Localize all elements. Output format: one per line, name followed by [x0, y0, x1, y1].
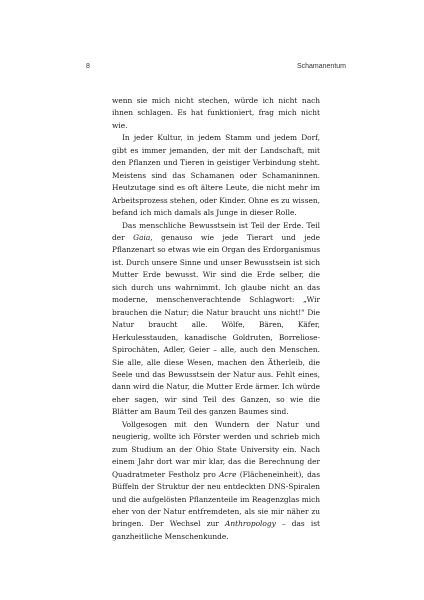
text-run: , genauso wie jede Tierart und jede Pflanzenart so etwas wie ein Organ des Erdorganismus ist. Durch unsere Sinne und unser Bewusstsein ist sich Mutter Erde bewusst. Wir sind die Erde selber, die sich durch uns wahrnimmt. Ich glaube nicht an das moderne, menschenverachtende Schlagwort: „Wir brauchen die Natur; die Natur braucht uns nicht!" Die Natur braucht alle. Wölfe, Bären, Käfer, Herkulesstauden, kanadische Goldruten, Borreliose-Spirochäten, Adler, Geier – alle, auch den Menschen. Sie alle, alle diese Wesen, machen den Ätherleib, die Seele und das Bewusstsein der Natur aus. Fehlt eines, dann wird die Natur, die Mutter Erde ärmer. Ich würde eher sagen, wir sind Teil des Ganzen, so wie die Blätter am Baum Teil des ganzen Baumes sind. [112, 232, 320, 417]
text-run: wenn sie mich nicht stechen, würde ich nicht nach ihnen schlagen. Es hat funktioniert, frag mich nicht wie. [112, 96, 320, 130]
page-number: 8 [86, 63, 90, 70]
running-head: Schamanentum [296, 63, 346, 70]
italic-term: Acre [219, 469, 237, 479]
paragraph [112, 419, 320, 544]
body-text [112, 95, 320, 543]
italic-term: Gaia [133, 232, 151, 242]
italic-term: Anthropology [225, 519, 276, 529]
text-run: In jeder Kultur, in jedem Stamm und jedem Dorf, gibt es immer jemanden, der mit der Landschaft, mit den Pflanzen und Tieren in geistiger Verbindung steht. Meistens sind das Schamanen oder Schamaninnen. Heutzutage sind es oft ältere Leute, die nicht mehr im Arbeitsprozess stehen, oder Kinder. Ohne es zu wissen, befand ich mich damals als Junge in dieser Rolle. [112, 133, 320, 218]
text-run: Vollgesogen mit den Wundern der Natur und neugierig, wollte ich Förster werden und schrieb mich zum Studium an der Ohio State University ein. Nach einem Jahr dort war mir klar, das die Berechnung der Quadratmeter Festholz pro [112, 419, 320, 479]
paragraph [112, 132, 320, 219]
text-run: (Flächeneinheit), das Büffeln der Struktur der neu entdeckten DNS-Spiralen und die aufgelösten Pflanzenteile im Reagenzglas mich eher von der Natur entfremdeten, als sie mir näher zu bringen. Der Wechsel zur [112, 469, 320, 529]
paragraph [112, 95, 320, 132]
text-run: – das ist ganzheitliche Menschenkunde. [112, 519, 320, 541]
page-header [86, 62, 346, 72]
text-run: Das menschliche Bewusstsein ist Teil der Erde. Teil der [112, 220, 320, 242]
paragraph [112, 220, 320, 419]
